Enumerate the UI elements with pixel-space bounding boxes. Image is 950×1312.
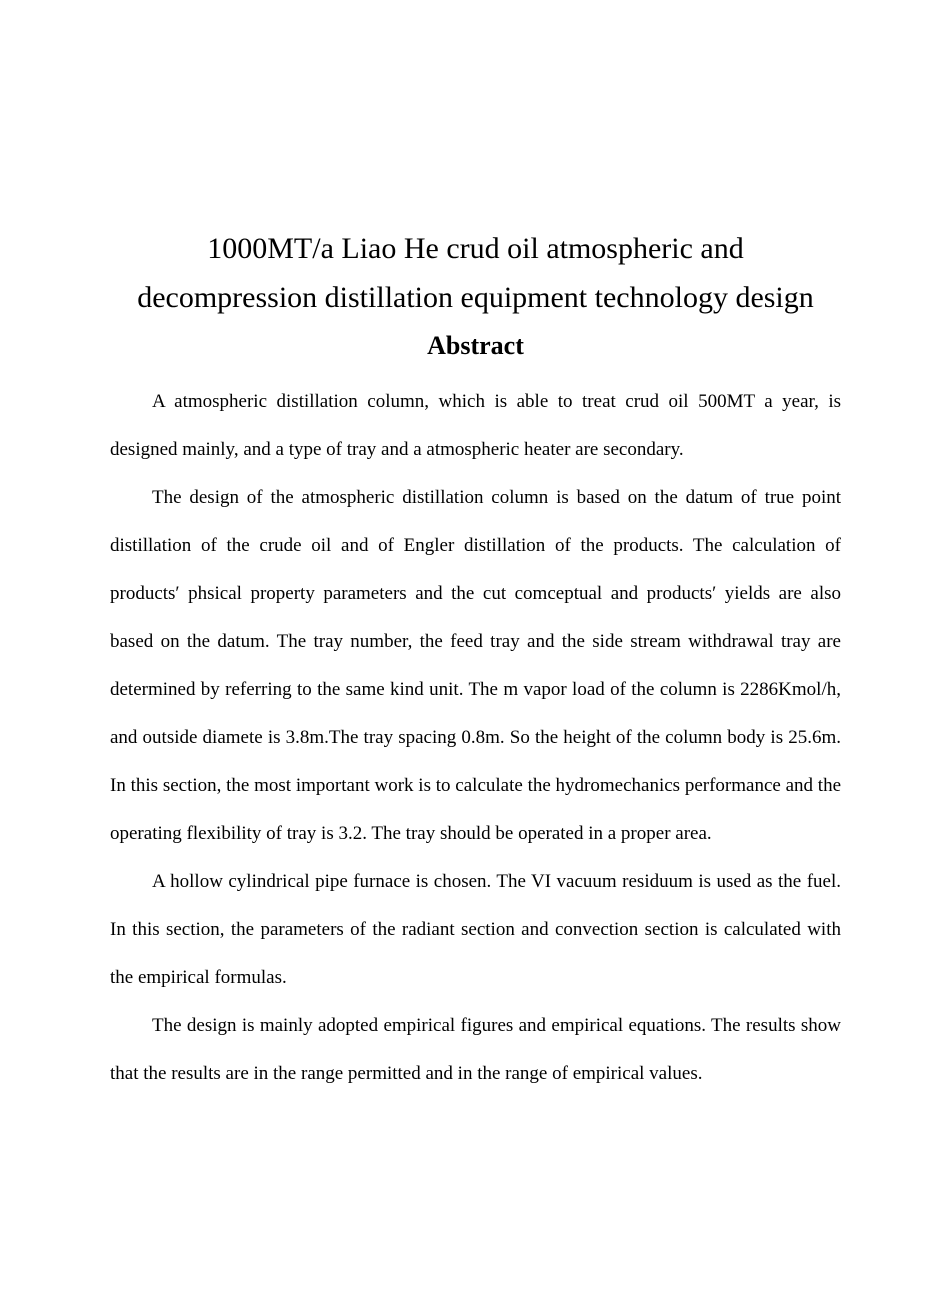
abstract-body — [110, 378, 841, 1098]
abstract-paragraph-4: The design is mainly adopted empirical figures and empirical equations. The results show that the results are in the range permitted and in the range of empirical values. — [110, 1015, 841, 1084]
document-page — [110, 224, 841, 1098]
document-title — [110, 224, 841, 322]
abstract-paragraph-3: A hollow cylindrical pipe furnace is chosen. The VI vacuum residuum is used as the fuel. In this section, the parameters of the radiant section and convection section is calculated with the empirical formulas. — [110, 871, 841, 988]
title-line-2: decompression distillation equipment technology design — [137, 281, 814, 314]
abstract-heading: Abstract — [427, 331, 524, 360]
title-line-1: 1000MT/a Liao He crud oil atmospheric and — [207, 232, 744, 265]
abstract-paragraph-2: The design of the atmospheric distillation column is based on the datum of true point distillation of the crude oil and of Engler distillation of the products. The calculation of products′ phsical property parameters and the cut comceptual and products′ yields are also based on the datum. The tray number, the feed tray and the side stream withdrawal tray are determined by referring to the same kind unit. The m vapor load of the column is 2286Kmol/h, and outside diamete is 3.8m.The tray spacing 0.8m. So the height of the column body is 25.6m. In this section, the most important work is to calculate the hydromechanics performance and the operating flexibility of tray is 3.2. The tray should be operated in a proper area. — [110, 487, 841, 844]
abstract-paragraph-1: A atmospheric distillation column, which is able to treat crud oil 500MT a year, is designed mainly, and a type of tray and a atmospheric heater are secondary. — [110, 391, 841, 460]
